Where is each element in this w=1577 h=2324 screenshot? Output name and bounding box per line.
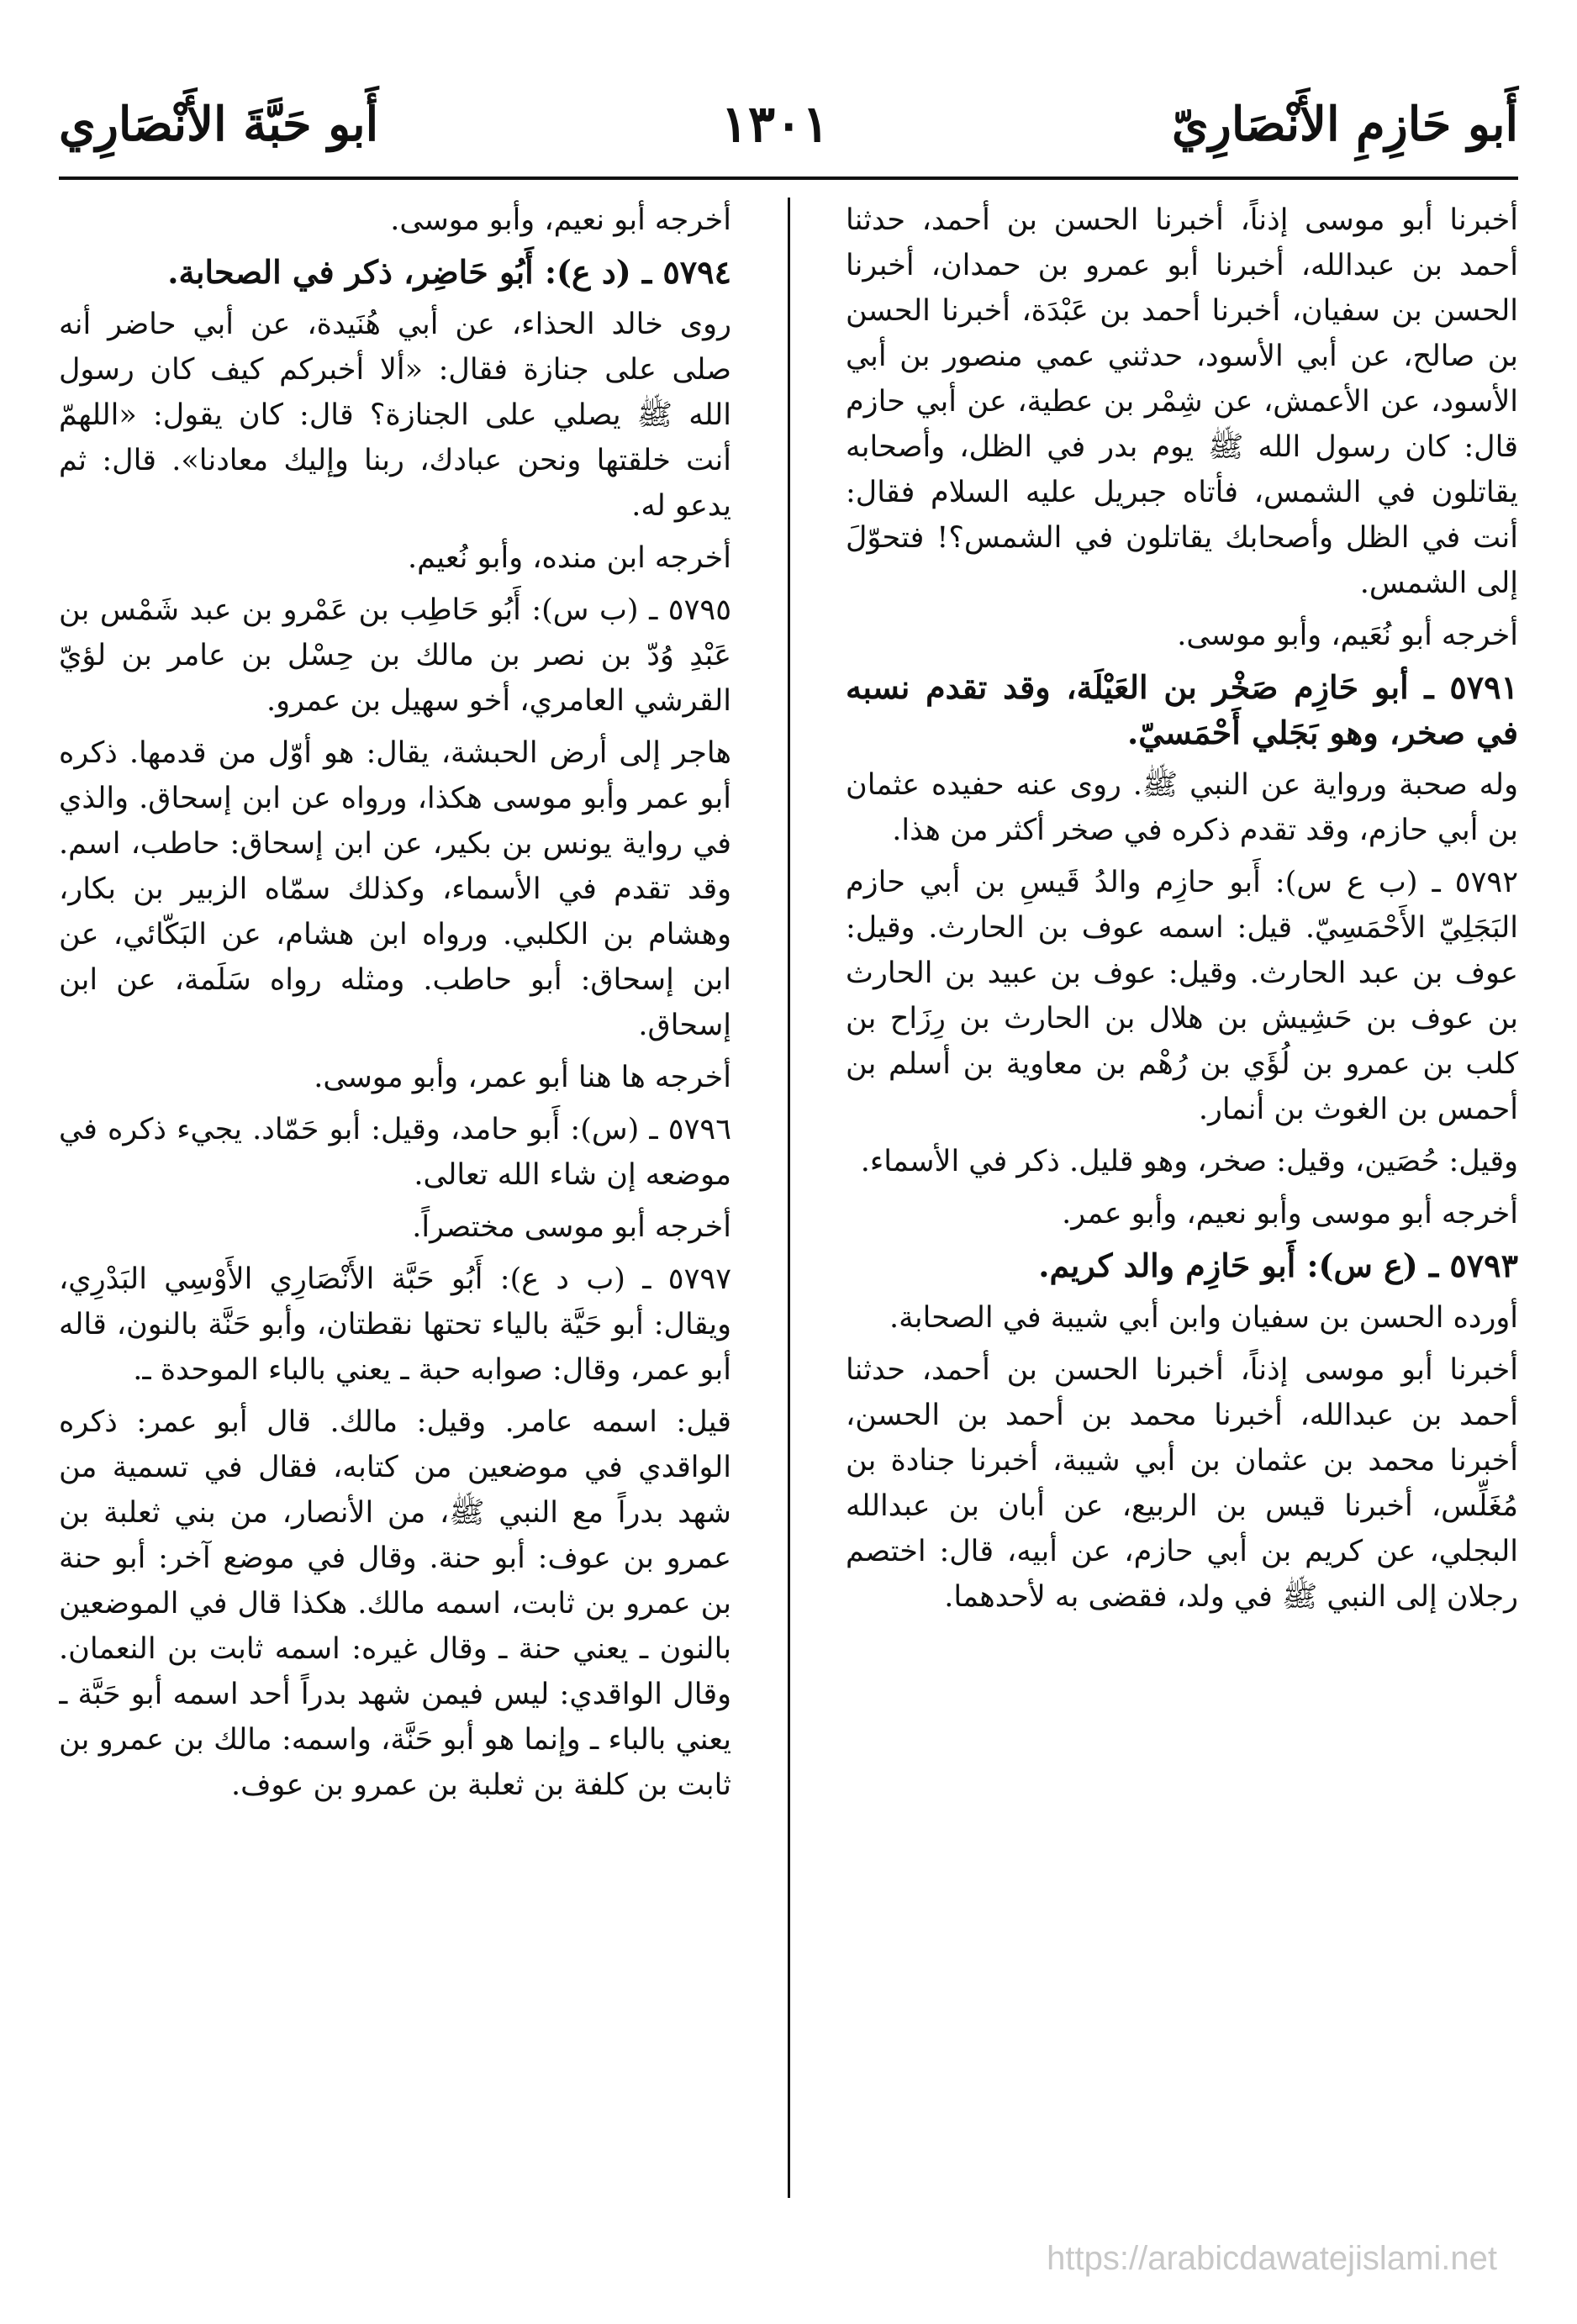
paragraph: أخبرنا أبو موسى إذناً، أخبرنا الحسن بن أحمد، حدثنا أحمد بن عبدالله، أخبرنا أبو عمرو بن حمدان، أخبرنا الحسن بن سفيان، أخبرنا أحمد بن عَبْدَة، أخبرنا الحسن بن صالح، عن أبي الأسود، حدثني عمي منصور بن أبي الأسود، عن الأعمش، عن شِمْر بن عطية، عن أبي حازم قال: كان رسول الله ﷺ يوم بدر في الظل، وأصحابه يقاتلون في الشمس، فأتاه جبريل عليه السلام فقال: أنت في الظل وأصحابك يقاتلون في الشمس؟! فتحوّلَ إلى الشمس.	[846, 203, 1518, 600]
paragraph: وله صحبة ورواية عن النبي ﷺ. روى عنه حفيده عثمان بن أبي حازم، وقد تقدم ذكره في صخر أكثر من هذا.	[846, 768, 1518, 847]
paragraph: أورده الحسن بن سفيان وابن أبي شيبة في الصحابة.	[889, 1301, 1518, 1335]
paragraph: روى خالد الحذاء، عن أبي هُنَيدة، عن أبي حاضر أنه صلى على جنازة فقال: «ألا أخبركم كيف كان رسول الله ﷺ يصلي على الجنازة؟ قال: كان يقول: «اللهمّ أنت خلقتها ونحن عبادك، ربنا وإليك معادنا». قال: ثم يدعو له.	[59, 308, 731, 523]
paragraph: أخبرنا أبو موسى إذناً، أخبرنا الحسن بن أحمد، حدثنا أحمد بن عبدالله، أخبرنا محمد بن أحمد بن الحسن، أخبرنا محمد بن عثمان بن أبي شيبة، أخبرنا جنادة بن مُغَلِّس، أخبرنا قيس بن الربيع، عن أبان بن عبدالله البجلي، عن كريم بن أبي حازم، عن أبيه، قال: اختصم رجلان إلى النبي ﷺ في ولد، فقضى به لأحدهما.	[846, 1353, 1518, 1614]
entry-heading-5794: ٥٧٩٤ ـ (د ع): أَبُو حَاضِر، ذكر في الصحابة.	[167, 253, 731, 291]
paragraph: أخرجه أبو نُعَيم، وأبو موسى.	[1177, 619, 1518, 652]
entry-heading-5797: ٥٧٩٧ ـ (ب د ع): أَبُو حَبَّة الأَنْصَارِي الأَوْسِي البَدْرِي، ويقال: أبو حَيَّة بالياء تحتها نقطتان، وأبو حَنَّة بالنون، قاله أبو عمر، وقال: صوابه حبة ـ يعني بالباء الموحدة ـ.	[59, 1262, 731, 1387]
entry-heading-5795: ٥٧٩٥ ـ (ب س): أَبُو حَاطِب بن عَمْرو بن عبد شَمْس بن عَبْدِ وُدّ بن نصر بن مالك بن حِسْل بن عامر بن لؤيّ القرشي العامري، أخو سهيل بن عمرو.	[59, 593, 731, 718]
watermark-url: https://arabicdawatejislami.net	[1047, 2240, 1497, 2277]
paragraph: أخرجه ها هنا أبو عمر، وأبو موسى.	[314, 1061, 731, 1094]
column-divider	[788, 198, 790, 2198]
paragraph: أخرجه أبو موسى مختصراً.	[412, 1210, 731, 1244]
entry-heading-5792: ٥٧٩٢ ـ (ب ع س): أَبو حازِم والدُ قَيسِ بن أبي حازم البَجَلِيّ الأَحْمَسِيّ. قيل: اسمه عوف بن الحارث. وقيل: عوف بن عبد الحارث. وقيل: عوف بن عبيد بن الحارث بن عوف بن حَشِيش بن هلال بن الحارث بن رِزَاح بن كلب بن عمرو بن لُؤَي بن رُهْم بن معاوية بن أسلم بن أحمس بن الغوث بن أنمار.	[846, 866, 1518, 1126]
entry-heading-5791: ٥٧٩١ ـ أبو حَازِم صَخْر بن العَيْلَة، وقد تقدم نسبه في صخر، وهو بَجَلي أَحْمَسيّ.	[846, 668, 1518, 751]
entry-heading-5796: ٥٧٩٦ ـ (س): أَبو حامد، وقيل: أبو حَمّاد. يجيء ذكره في موضعه إن شاء الله تعالى.	[59, 1113, 731, 1192]
right-column	[846, 198, 1518, 2198]
paragraph: أخرجه أبو موسى وأبو نعيم، وأبو عمر.	[1062, 1197, 1518, 1231]
running-title-right: أَبو حَازِمِ الأَنْصَارِيّ	[1171, 97, 1518, 152]
paragraph: هاجر إلى أرض الحبشة، يقال: هو أوّل من قدمها. ذكره أبو عمر وأبو موسى هكذا، ورواه عن ابن إسحاق. والذي في رواية يونس بن بكير، عن ابن إسحاق: حاطب، اسم. وقد تقدم في الأسماء، وكذلك سمّاه الزبير بن بكار، وهشام بن الكلبي. ورواه ابن هشام، عن البَكّائي، عن ابن إسحاق: أبو حاطب. ومثله رواه سَلَمة، عن ابن إسحاق.	[59, 736, 731, 1042]
paragraph: أخرجه ابن منده، وأبو نُعيم.	[407, 541, 731, 575]
header-rule	[59, 177, 1518, 180]
left-column	[59, 198, 731, 2198]
page-header	[59, 74, 1518, 175]
running-title-left: أَبو حَبَّةَ الأَنْصَارِي	[59, 97, 379, 152]
page-number: ١٣٠١	[720, 95, 830, 154]
paragraph: قيل: اسمه عامر. وقيل: مالك. قال أبو عمر: ذكره الواقدي في موضعين من كتابه، فقال في تسمية من شهد بدراً مع النبي ﷺ، من الأنصار، من بني ثعلبة بن عمرو بن عوف: أبو حنة. وقال في موضع آخر: أبو حنة بن عمرو بن ثابت، اسمه مالك. هكذا قال في الموضعين بالنون ـ يعني حنة ـ وقال غيره: اسمه ثابت بن النعمان. وقال الواقدي: ليس فيمن شهد بدراً أحد اسمه أبو حَبَّة ـ يعني بالباء ـ وإنما هو أبو حَنَّة، واسمه: مالك بن عمرو بن ثابت بن كلفة بن ثعلبة بن عمرو بن عوف.	[59, 1405, 731, 1802]
paragraph: أخرجه أبو نعيم، وأبو موسى.	[390, 203, 731, 237]
entry-heading-5793: ٥٧٩٣ ـ (ع س): أَبو حَازِم والد كريم.	[1038, 1246, 1518, 1284]
paragraph: وقيل: حُصَين، وقيل: صخر، وهو قليل. ذكر في الأسماء.	[860, 1145, 1518, 1178]
